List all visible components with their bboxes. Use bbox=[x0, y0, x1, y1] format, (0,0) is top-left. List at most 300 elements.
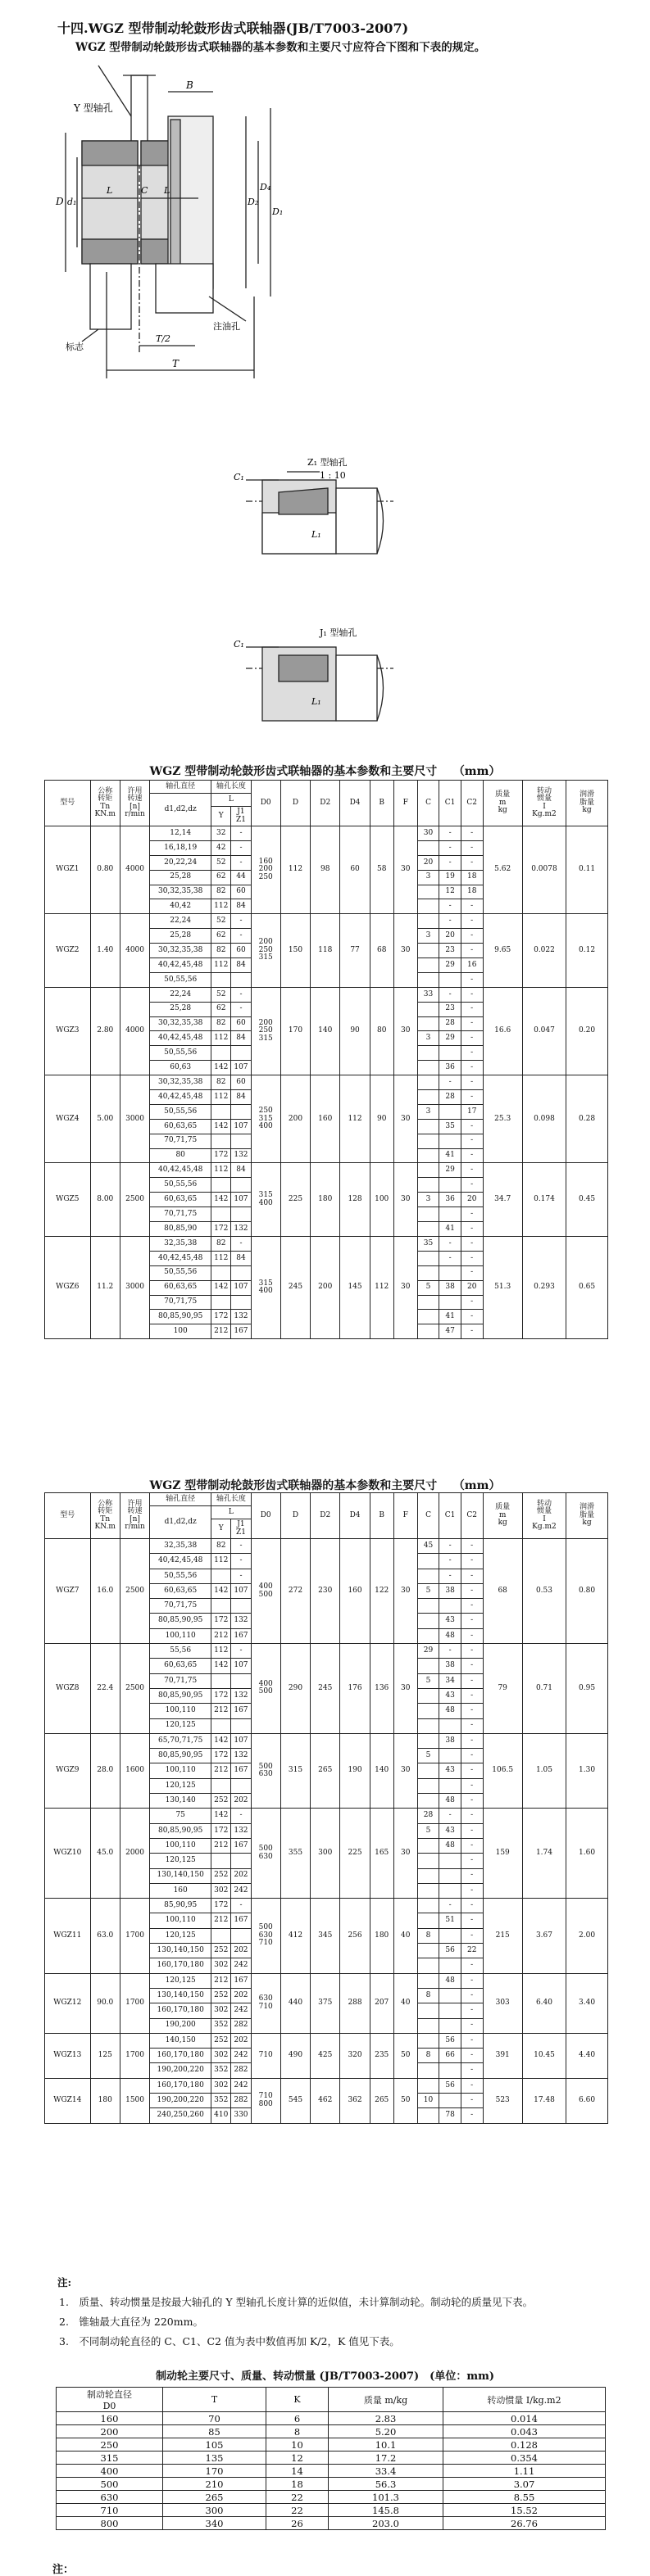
cell-y: 112 bbox=[211, 958, 231, 973]
cell-torque: 63.0 bbox=[90, 1899, 120, 1973]
coupling-main-drawing bbox=[49, 59, 434, 419]
cell-speed: 1700 bbox=[120, 1899, 149, 1973]
cell-c bbox=[417, 2018, 439, 2033]
cell-d2: 425 bbox=[311, 2033, 340, 2078]
cell-y: 62 bbox=[211, 929, 231, 944]
cell-c2: - bbox=[461, 826, 483, 841]
cell-y: 142 bbox=[211, 1659, 231, 1673]
header-lube: 润滑 脂量 kg bbox=[566, 1493, 608, 1539]
cell-c bbox=[417, 1046, 439, 1061]
header-b: B bbox=[370, 1493, 393, 1539]
cell-d0: 400 500 bbox=[251, 1539, 280, 1644]
brake-cell: 203.0 bbox=[329, 2517, 443, 2530]
cell-y: 212 bbox=[211, 1628, 231, 1643]
brake-cell: 26.76 bbox=[443, 2517, 606, 2530]
cell-inertia: 0.71 bbox=[522, 1644, 566, 1734]
cell-y: 172 bbox=[211, 1614, 231, 1628]
cell-bore: 20,22,24 bbox=[150, 855, 211, 870]
cell-j1z1: 44 bbox=[231, 870, 251, 885]
header-c1: C1 bbox=[439, 1493, 461, 1539]
cell-c bbox=[417, 1688, 439, 1703]
brake-cell: 85 bbox=[163, 2425, 266, 2438]
brake-cell: 710 bbox=[57, 2504, 163, 2517]
cell-c2: - bbox=[461, 1659, 483, 1673]
cell-speed: 1700 bbox=[120, 1973, 149, 2033]
cell-c bbox=[417, 1265, 439, 1280]
cell-c1: 78 bbox=[439, 2108, 461, 2123]
cell-mass: 303 bbox=[483, 1973, 522, 2033]
cell-j1z1 bbox=[231, 1104, 251, 1119]
header-c1: C1 bbox=[439, 781, 461, 826]
cell-c bbox=[417, 1134, 439, 1148]
cell-b: 122 bbox=[370, 1539, 393, 1644]
cell-d2: 230 bbox=[311, 1539, 340, 1644]
cell-c2: - bbox=[461, 1119, 483, 1134]
label-mark: 标志 bbox=[66, 342, 84, 352]
cell-j1z1: - bbox=[231, 1539, 251, 1554]
brake-cell: 26 bbox=[266, 2517, 329, 2530]
cell-inertia: 0.0078 bbox=[522, 826, 566, 914]
cell-y bbox=[211, 1046, 231, 1061]
cell-bore: 120,125 bbox=[150, 1718, 211, 1733]
cell-j1z1: 167 bbox=[231, 1763, 251, 1778]
cell-b: 58 bbox=[370, 826, 393, 914]
brake-cell: 265 bbox=[163, 2491, 266, 2504]
cell-d4: 190 bbox=[340, 1733, 370, 1808]
cell-c bbox=[417, 885, 439, 899]
cell-y: 172 bbox=[211, 1688, 231, 1703]
cell-j1z1 bbox=[231, 1854, 251, 1868]
brake-cell: 10 bbox=[266, 2438, 329, 2452]
cell-c bbox=[417, 1599, 439, 1614]
cell-torque: 11.2 bbox=[90, 1236, 120, 1338]
cell-c1: 29 bbox=[439, 958, 461, 973]
notes bbox=[59, 2273, 533, 2352]
cell-j1z1: 84 bbox=[231, 1251, 251, 1265]
cell-bore: 80,85,90,95 bbox=[150, 1749, 211, 1763]
cell-c2: - bbox=[461, 1704, 483, 1718]
cell-f: 30 bbox=[393, 914, 417, 987]
cell-c1 bbox=[439, 1958, 461, 1973]
cell-bore: 160,170,180 bbox=[150, 2078, 211, 2093]
cell-bore: 120,125 bbox=[150, 1973, 211, 1988]
header-d2: D2 bbox=[311, 1493, 340, 1539]
z1-hole-drawing bbox=[230, 455, 410, 570]
cell-inertia: 17.48 bbox=[522, 2078, 566, 2123]
brake-cell: 160 bbox=[57, 2412, 163, 2425]
cell-c bbox=[417, 1207, 439, 1222]
z1-label-hole: Z₁ 型轴孔 bbox=[307, 457, 348, 468]
cell-d0: 400 500 bbox=[251, 1644, 280, 1734]
cell-y: 252 bbox=[211, 1868, 231, 1883]
cell-c bbox=[417, 1251, 439, 1265]
cell-c2: - bbox=[461, 2108, 483, 2123]
brake-table bbox=[56, 2387, 606, 2530]
cell-y: 142 bbox=[211, 1583, 231, 1598]
brake-row bbox=[57, 2478, 606, 2491]
cell-j1z1 bbox=[231, 1599, 251, 1614]
cell-y bbox=[211, 1599, 231, 1614]
cell-j1z1: 132 bbox=[231, 1310, 251, 1324]
cell-c1: 29 bbox=[439, 1031, 461, 1046]
cell-d4: 225 bbox=[340, 1809, 370, 1899]
cell-c: 3 bbox=[417, 870, 439, 885]
cell-mass: 16.6 bbox=[483, 987, 522, 1075]
cell-c2: - bbox=[461, 1178, 483, 1193]
cell-c bbox=[417, 1090, 439, 1105]
cell-c1 bbox=[439, 1883, 461, 1898]
cell-mass: 51.3 bbox=[483, 1236, 522, 1338]
cell-model: WGZ14 bbox=[45, 2078, 91, 2123]
brake-header-d0: 制动轮直径 D0 bbox=[57, 2388, 163, 2412]
cell-bore: 50,55,56 bbox=[150, 1569, 211, 1583]
cell-c1: 43 bbox=[439, 1823, 461, 1838]
header-model: 型号 bbox=[45, 781, 91, 826]
cell-j1z1 bbox=[231, 972, 251, 987]
label-t: T bbox=[172, 358, 180, 369]
cell-torque: 5.00 bbox=[90, 1075, 120, 1163]
cell-bore: 130,140,150 bbox=[150, 1988, 211, 2003]
cell-c1: 51 bbox=[439, 1913, 461, 1928]
label-d1: d₁ bbox=[67, 197, 77, 207]
cell-c1 bbox=[439, 1295, 461, 1310]
cell-c1: - bbox=[439, 1644, 461, 1659]
z1-label-slope: 1 : 10 bbox=[320, 470, 346, 481]
cell-j1z1: 242 bbox=[231, 2049, 251, 2063]
cell-lube: 0.20 bbox=[566, 987, 608, 1075]
cell-y: 212 bbox=[211, 1704, 231, 1718]
cell-y bbox=[211, 972, 231, 987]
cell-j1z1: - bbox=[231, 1554, 251, 1569]
cell-model: WGZ13 bbox=[45, 2033, 91, 2078]
cell-c2: - bbox=[461, 1031, 483, 1046]
cell-c2: - bbox=[461, 1148, 483, 1163]
cell-j1z1: 202 bbox=[231, 1868, 251, 1883]
brake-row bbox=[57, 2465, 606, 2478]
cell-c1: 38 bbox=[439, 1659, 461, 1673]
cell-torque: 180 bbox=[90, 2078, 120, 2123]
cell-c2: - bbox=[461, 1002, 483, 1016]
cell-c2: - bbox=[461, 2018, 483, 2033]
cell-c1: 38 bbox=[439, 1280, 461, 1295]
cell-j1z1: 282 bbox=[231, 2018, 251, 2033]
cell-y bbox=[211, 1134, 231, 1148]
cell-bore: 25,28 bbox=[150, 929, 211, 944]
cell-d0: 250 315 400 bbox=[251, 1075, 280, 1163]
cell-j1z1: 60 bbox=[231, 1016, 251, 1031]
cell-j1z1: 60 bbox=[231, 885, 251, 899]
cell-bore: 75 bbox=[150, 1809, 211, 1823]
cell-c2: - bbox=[461, 1718, 483, 1733]
cell-c1: - bbox=[439, 1236, 461, 1251]
cell-f: 30 bbox=[393, 1809, 417, 1899]
cell-j1z1: - bbox=[231, 929, 251, 944]
cell-c bbox=[417, 1944, 439, 1958]
cell-d2: 245 bbox=[311, 1644, 340, 1734]
cell-c2: - bbox=[461, 2033, 483, 2048]
cell-d2: 300 bbox=[311, 1809, 340, 1899]
cell-lube: 1.60 bbox=[566, 1809, 608, 1899]
cell-bore: 25,28 bbox=[150, 1002, 211, 1016]
cell-c1: 48 bbox=[439, 1704, 461, 1718]
cell-y bbox=[211, 1207, 231, 1222]
cell-j1z1: 107 bbox=[231, 1659, 251, 1673]
cell-j1z1: 84 bbox=[231, 1031, 251, 1046]
cell-y bbox=[211, 1673, 231, 1688]
cell-j1z1: 242 bbox=[231, 1958, 251, 1973]
cell-c: 5 bbox=[417, 1673, 439, 1688]
cell-bore: 32,35,38 bbox=[150, 1539, 211, 1554]
cell-d0: 315 400 bbox=[251, 1236, 280, 1338]
cell-b: 68 bbox=[370, 914, 393, 987]
cell-c bbox=[417, 1973, 439, 1988]
header-y: Y bbox=[211, 807, 231, 826]
cell-f: 30 bbox=[393, 1733, 417, 1808]
cell-y bbox=[211, 1854, 231, 1868]
cell-c bbox=[417, 1628, 439, 1643]
cell-y bbox=[211, 1928, 231, 1943]
cell-c1: 38 bbox=[439, 1733, 461, 1748]
cell-inertia: 0.022 bbox=[522, 914, 566, 987]
brake-cell: 0.014 bbox=[443, 2412, 606, 2425]
cell-c2: - bbox=[461, 855, 483, 870]
cell-c1: 48 bbox=[439, 1628, 461, 1643]
cell-c2: - bbox=[461, 1688, 483, 1703]
cell-c2: - bbox=[461, 1778, 483, 1793]
cell-bore: 40,42,45,48 bbox=[150, 958, 211, 973]
cell-c bbox=[417, 1778, 439, 1793]
cell-j1z1: 132 bbox=[231, 1688, 251, 1703]
cell-bore: 160,170,180 bbox=[150, 1958, 211, 1973]
cell-c1: - bbox=[439, 1809, 461, 1823]
header-c: C bbox=[417, 1493, 439, 1539]
brake-cell: 56.3 bbox=[329, 2478, 443, 2491]
cell-bore: 55,56 bbox=[150, 1644, 211, 1659]
table-row bbox=[45, 1075, 608, 1090]
cell-y: 112 bbox=[211, 899, 231, 914]
cell-c1: 20 bbox=[439, 929, 461, 944]
label-y-hole: Y 型轴孔 bbox=[74, 102, 113, 114]
cell-torque: 2.80 bbox=[90, 987, 120, 1075]
cell-j1z1: 330 bbox=[231, 2108, 251, 2123]
cell-bore: 70,71,75 bbox=[150, 1134, 211, 1148]
cell-b: 180 bbox=[370, 1899, 393, 1973]
cell-c1: 35 bbox=[439, 1119, 461, 1134]
cell-c2: 18 bbox=[461, 870, 483, 885]
notes-heading: 注: bbox=[57, 2276, 72, 2289]
cell-bore: 240,250,260 bbox=[150, 2108, 211, 2123]
cell-d2: 140 bbox=[311, 987, 340, 1075]
cell-c bbox=[417, 1883, 439, 1898]
cell-c: 45 bbox=[417, 1539, 439, 1554]
brake-cell: 250 bbox=[57, 2438, 163, 2452]
cell-c2: - bbox=[461, 1236, 483, 1251]
cell-bore: 130,140,150 bbox=[150, 1944, 211, 1958]
cell-c1: 48 bbox=[439, 1794, 461, 1809]
cell-speed: 1500 bbox=[120, 2078, 149, 2123]
cell-bore: 160,170,180 bbox=[150, 2049, 211, 2063]
header-l: L bbox=[211, 1506, 251, 1519]
cell-j1z1: - bbox=[231, 1569, 251, 1583]
cell-c1: 43 bbox=[439, 1614, 461, 1628]
cell-j1z1: 107 bbox=[231, 1583, 251, 1598]
cell-lube: 0.45 bbox=[566, 1163, 608, 1236]
cell-c bbox=[417, 1295, 439, 1310]
cell-c bbox=[417, 1148, 439, 1163]
cell-f: 30 bbox=[393, 826, 417, 914]
cell-j1z1: - bbox=[231, 1809, 251, 1823]
header-bore-group: 轴孔直径 bbox=[150, 1493, 211, 1506]
cell-f: 30 bbox=[393, 1539, 417, 1644]
cell-y: 302 bbox=[211, 2078, 231, 2093]
cell-c1: - bbox=[439, 987, 461, 1002]
cell-c1 bbox=[439, 2063, 461, 2078]
cell-d4: 288 bbox=[340, 1973, 370, 2033]
j1-label-c1: C₁ bbox=[234, 639, 244, 650]
cell-y: 142 bbox=[211, 1280, 231, 1295]
cell-bore: 25,28 bbox=[150, 870, 211, 885]
cell-inertia: 6.40 bbox=[522, 1973, 566, 2033]
cell-c2: - bbox=[461, 2003, 483, 2018]
cell-c bbox=[417, 1899, 439, 1913]
cell-c2: - bbox=[461, 2078, 483, 2093]
cell-bore: 100,110 bbox=[150, 1838, 211, 1853]
cell-bore: 60,63 bbox=[150, 1061, 211, 1075]
cell-c1: 23 bbox=[439, 1002, 461, 1016]
cell-c2: 17 bbox=[461, 1104, 483, 1119]
cell-d: 440 bbox=[280, 1973, 310, 2033]
cell-torque: 22.4 bbox=[90, 1644, 120, 1734]
cell-torque: 0.80 bbox=[90, 826, 120, 914]
cell-bore: 80,85,90,95 bbox=[150, 1614, 211, 1628]
cell-c2: - bbox=[461, 1868, 483, 1883]
cell-b: 207 bbox=[370, 1973, 393, 2033]
note-item: 2. 锥轴最大直径为 220mm。 bbox=[59, 2316, 203, 2328]
cell-c2: - bbox=[461, 1614, 483, 1628]
header-y: Y bbox=[211, 1519, 231, 1539]
cell-c bbox=[417, 1061, 439, 1075]
cell-bore: 40,42,45,48 bbox=[150, 1031, 211, 1046]
header-bore: d1,d2,dz bbox=[150, 1506, 211, 1539]
cell-model: WGZ4 bbox=[45, 1075, 91, 1163]
cell-mass: 106.5 bbox=[483, 1733, 522, 1808]
spec-table-1-caption: WGZ 型带制动轮鼓形齿式联轴器的基本参数和主要尺寸 （mm） bbox=[149, 765, 501, 778]
header-inertia: 转动 惯量 I Kg.m2 bbox=[522, 1493, 566, 1539]
brake-cell: 33.4 bbox=[329, 2465, 443, 2478]
cell-d0: 160 200 250 bbox=[251, 826, 280, 914]
cell-bore: 22,24 bbox=[150, 914, 211, 929]
cell-j1z1: 107 bbox=[231, 1119, 251, 1134]
cell-y: 172 bbox=[211, 1310, 231, 1324]
header-j1z1: J1 Z1 bbox=[231, 1519, 251, 1539]
cell-y: 82 bbox=[211, 1236, 231, 1251]
cell-c2: - bbox=[461, 1733, 483, 1748]
cell-c bbox=[417, 840, 439, 855]
header-mass: 质量 m kg bbox=[483, 1493, 522, 1539]
cell-y: 112 bbox=[211, 1090, 231, 1105]
cell-j1z1: - bbox=[231, 855, 251, 870]
cell-d: 225 bbox=[280, 1163, 310, 1236]
cell-bore: 190,200 bbox=[150, 2018, 211, 2033]
cell-c: 3 bbox=[417, 929, 439, 944]
cell-inertia: 0.53 bbox=[522, 1539, 566, 1644]
cell-y: 62 bbox=[211, 1002, 231, 1016]
cell-mass: 5.62 bbox=[483, 826, 522, 914]
cell-d2: 200 bbox=[311, 1236, 340, 1338]
cell-bore: 60,63,65 bbox=[150, 1193, 211, 1207]
cell-c bbox=[417, 1704, 439, 1718]
cell-c1: - bbox=[439, 1075, 461, 1090]
cell-y: 172 bbox=[211, 1148, 231, 1163]
brake-cell: 6 bbox=[266, 2412, 329, 2425]
cell-c2: - bbox=[461, 840, 483, 855]
cell-j1z1: 167 bbox=[231, 1838, 251, 1853]
cell-c bbox=[417, 944, 439, 958]
cell-c bbox=[417, 1868, 439, 1883]
cell-c bbox=[417, 1016, 439, 1031]
cell-model: WGZ5 bbox=[45, 1163, 91, 1236]
header-bore-group: 轴孔直径 bbox=[150, 781, 211, 794]
cell-c1 bbox=[439, 1265, 461, 1280]
cell-d4: 176 bbox=[340, 1644, 370, 1734]
cell-y: 302 bbox=[211, 1958, 231, 1973]
cell-c1: 34 bbox=[439, 1673, 461, 1688]
cell-f: 30 bbox=[393, 1075, 417, 1163]
table-row bbox=[45, 1644, 608, 1659]
cell-d0: 500 630 bbox=[251, 1809, 280, 1899]
header-torque: 公称 转矩 Tn KN.m bbox=[90, 1493, 120, 1539]
cell-c: 29 bbox=[417, 1644, 439, 1659]
cell-c2: - bbox=[461, 1913, 483, 1928]
cell-c2: - bbox=[461, 1090, 483, 1105]
brake-cell: 17.2 bbox=[329, 2452, 443, 2465]
cell-c2: - bbox=[461, 1749, 483, 1763]
cell-c1 bbox=[439, 1207, 461, 1222]
cell-c1: - bbox=[439, 1569, 461, 1583]
cell-c1: - bbox=[439, 1251, 461, 1265]
cell-c2: - bbox=[461, 929, 483, 944]
cell-c bbox=[417, 1178, 439, 1193]
j1-label-hole: J₁ 型轴孔 bbox=[320, 627, 357, 638]
cell-y: 172 bbox=[211, 1899, 231, 1913]
cell-torque: 1.40 bbox=[90, 914, 120, 987]
cell-y: 302 bbox=[211, 2003, 231, 2018]
note-item: 1. 质量、转动惯量是按最大轴孔的 Y 型轴孔长度计算的近似值，未计算制动轮。制动轮的质量见下表。 bbox=[59, 2296, 534, 2308]
cell-c2: 16 bbox=[461, 958, 483, 973]
cell-c: 20 bbox=[417, 855, 439, 870]
cell-c2: - bbox=[461, 1899, 483, 1913]
cell-y: 252 bbox=[211, 1944, 231, 1958]
cell-c bbox=[417, 1718, 439, 1733]
cell-y: 82 bbox=[211, 1016, 231, 1031]
brake-cell: 400 bbox=[57, 2465, 163, 2478]
cell-c bbox=[417, 958, 439, 973]
cell-torque: 8.00 bbox=[90, 1163, 120, 1236]
brake-header-mass: 质量 m/kg bbox=[329, 2388, 443, 2412]
brake-row bbox=[57, 2517, 606, 2530]
cell-y bbox=[211, 1104, 231, 1119]
cell-y: 252 bbox=[211, 2033, 231, 2048]
cell-d2: 180 bbox=[311, 1163, 340, 1236]
brake-cell: 12 bbox=[266, 2452, 329, 2465]
cell-torque: 90.0 bbox=[90, 1973, 120, 2033]
cell-bore: 40,42 bbox=[150, 899, 211, 914]
cell-b: 90 bbox=[370, 1075, 393, 1163]
brake-cell: 5.20 bbox=[329, 2425, 443, 2438]
cell-bore: 80 bbox=[150, 1148, 211, 1163]
cell-speed: 2500 bbox=[120, 1644, 149, 1734]
cell-c2: - bbox=[461, 1644, 483, 1659]
